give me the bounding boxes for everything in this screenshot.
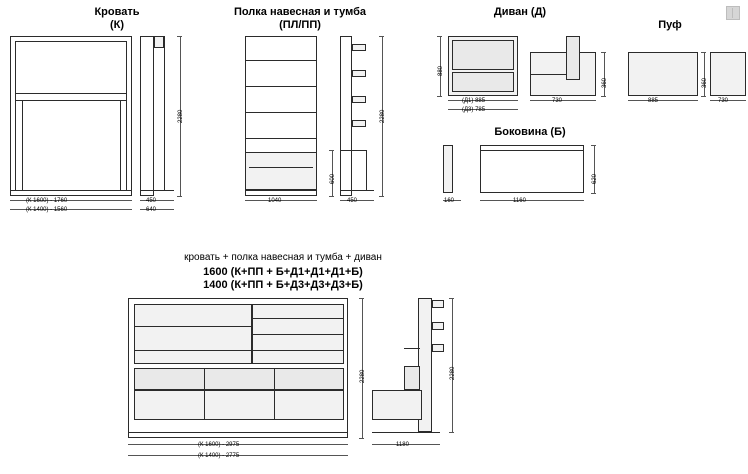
shelf-600-tick-top [329,150,334,151]
shelf-side-cabinet-edge [366,150,367,190]
shelf-cabinet-body [245,152,317,190]
combo-width-1600-label: (К 1600) - 2975 [198,442,240,448]
pouf-width-label: 885 [648,98,659,104]
sofa-d3-label: (Д3) 785 [462,107,486,113]
shelf-side-shelf-2 [352,70,366,77]
combo-sofa-seat-split-2 [274,390,275,420]
sofa-height-880-label: 880 [438,65,444,76]
combo-side-height-label: 2280 [450,366,456,380]
combo-side-height-tick-bottom [449,432,454,433]
shelf-height-tick-top [379,36,384,37]
bed-width-1600-label: (К 1600) - 1760 [26,198,68,204]
bed-side-base [140,190,174,191]
shelf-cabinet-base [245,190,317,191]
shelf-width-label: 1040 [268,198,282,204]
bed-height-tick-bottom [177,196,182,197]
side-1160-label: 1160 [513,198,526,204]
combo-front-base [128,432,348,433]
pouf-height-tick-top [701,52,706,53]
bed-side-panel [140,36,154,196]
combo-shelf-line-1 [252,318,344,319]
combo-depth-label: 1180 [396,442,409,448]
shelf-600-tick-bottom [329,196,334,197]
sofa-side-backrest [566,36,580,80]
combo-sofa-back [134,368,344,390]
combo-side-shelf-3 [432,344,444,352]
combo-side-shelf-1 [432,300,444,308]
combo-shelf-line-3 [252,350,344,351]
shelf-title: Полка навесная и тумба [233,6,367,18]
pouf-side-body [710,52,746,96]
bed-height-label: 2280 [178,109,184,123]
bed-side-edge [164,36,165,190]
combo-sofa-back-split-2 [274,368,275,390]
side-edge-view [443,145,453,193]
shelf-side-cabinet-top [340,150,366,151]
sofa-front-seat-cushion [452,72,514,92]
shelf-cabinet-door-line [249,167,313,168]
shelf-title-code: (ПЛ/ПП) [279,19,321,31]
shelf-front-shelf-3 [245,112,317,113]
window-corner-icon [726,6,740,20]
shelf-600-label: 600 [330,173,336,184]
combo-sofa-back-split-1 [204,368,205,390]
pouf-title: Пуф [658,19,682,31]
sofa-side-height-dimline [604,52,605,96]
bed-side-450-label: 450 [146,198,157,204]
combo-side-height-dimline [452,298,453,432]
combo-bed-panel [134,304,252,364]
shelf-side-shelf-3 [352,96,366,103]
side-1160-dimline [480,200,584,201]
bed-title: Кровать [94,6,140,18]
shelf-height-label: 2280 [380,109,386,123]
sofa-side-seat-line [530,74,566,75]
shelf-front-shelf-2 [245,86,317,87]
shelf-side-panel [340,36,352,196]
side-620-tick-bottom [591,193,596,194]
combo-config-1400: 1400 (К+ПП + Б+Д3+Д3+Д3+Б) [203,279,363,291]
sofa-depth-dimline [530,100,596,101]
shelf-side-shelf-4 [352,120,366,127]
combo-height-tick-bottom [359,438,364,439]
shelf-front-shelf-4 [245,138,317,139]
sofa-depth-label: 730 [552,98,563,104]
side-160-label: 160 [444,198,455,204]
combo-bed-line-1 [134,326,252,327]
combo-side-height-tick-top [449,298,454,299]
side-face-top-line [480,150,584,151]
bed-front-divider-1 [15,93,127,94]
shelf-side-shelf-1 [352,44,366,51]
bed-front-inner [15,41,127,191]
pouf-height-label: 360 [702,77,708,88]
sofa-title: Диван (Д) [493,6,547,18]
shelf-front-shelf-1 [245,60,317,61]
side-face-view [480,145,584,193]
combo-side-sofa-back [404,366,420,390]
bed-height-tick-top [177,36,182,37]
sofa-height-360-label: 360 [602,77,608,88]
sofa-d1-label: (Д1) 885 [462,98,486,104]
combo-side-sofa [372,390,422,420]
sofa-height-tick-bottom [437,96,442,97]
shelf-height-tick-bottom [379,196,384,197]
combo-side-shelf-2 [432,322,444,330]
pouf-depth-label: 730 [718,98,729,104]
combo-title: кровать + полка навесная и тумба + диван [184,252,382,263]
sofa-side-height-tick-top [601,52,606,53]
side-620-dimline [594,145,595,193]
bed-side-top-block [154,36,164,48]
bed-front-base-line [10,190,132,191]
combo-height-dimline [362,298,363,438]
pouf-front-body [628,52,698,96]
combo-width-1400-label: (К 1400) - 2775 [198,453,240,459]
side-620-label: 620 [592,173,598,184]
combo-config-1600: 1600 (К+ПП + Б+Д1+Д1+Д1+Б) [203,266,363,278]
shelf-side-450-label: 450 [347,198,358,204]
sofa-height-tick-top [437,36,442,37]
bed-front-leg-right [120,100,121,190]
shelf-side-base [340,190,374,191]
combo-side-base [372,432,440,433]
bed-front-leg-left [22,100,23,190]
side-620-tick-top [591,145,596,146]
pouf-height-tick-bottom [701,96,706,97]
side-title: Боковина (Б) [494,126,566,138]
combo-sofa-seat [134,390,344,420]
pouf-width-dimline [628,100,698,101]
bed-side-640-label: 640 [146,207,157,213]
sofa-front-back-cushion [452,40,514,70]
combo-height-label: 2280 [360,369,366,383]
bed-front-divider-2 [15,100,127,101]
combo-side-arm-line [404,348,420,349]
pouf-height-dimline [704,52,705,96]
bed-title-code: (К) [109,19,125,31]
combo-sofa-seat-split-1 [204,390,205,420]
combo-height-tick-top [359,298,364,299]
bed-width-1400-label: (К 1400) - 1560 [26,207,68,213]
combo-bed-line-2 [134,350,252,351]
combo-shelf-line-2 [252,334,344,335]
sofa-side-height-tick-bottom [601,96,606,97]
